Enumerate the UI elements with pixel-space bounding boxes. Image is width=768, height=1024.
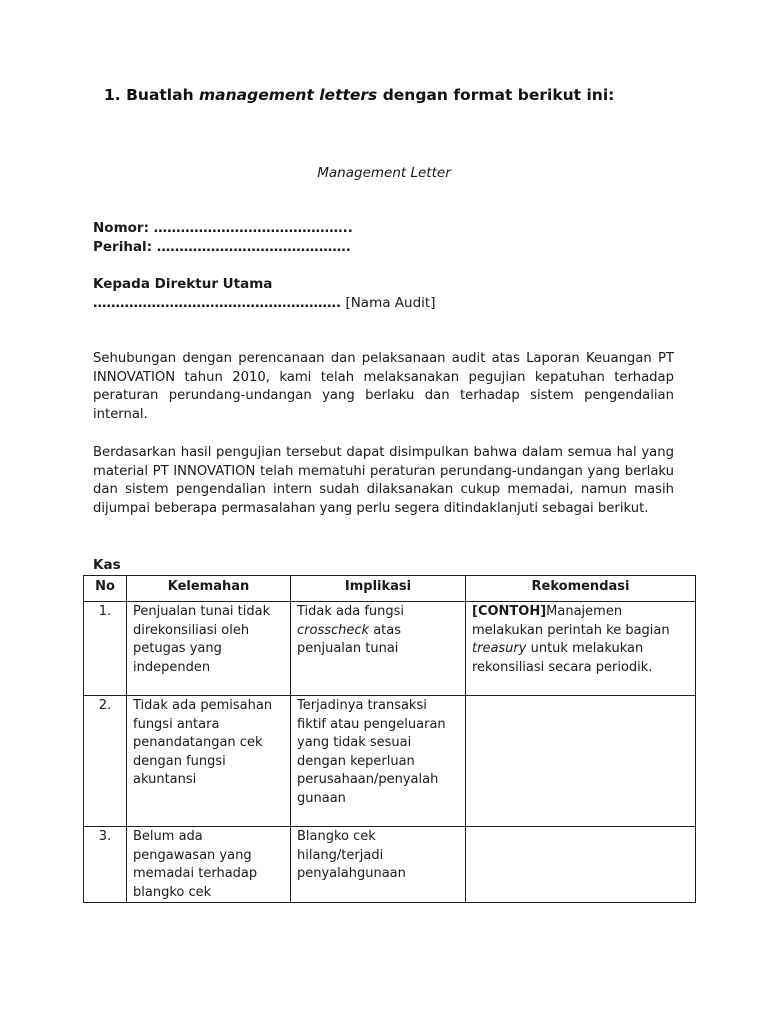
findings-table bbox=[83, 575, 696, 903]
table-row bbox=[84, 602, 696, 696]
recommendation-cell bbox=[466, 602, 696, 696]
table-header-row bbox=[84, 576, 696, 602]
implication-cell: Terjadinya transaksi fiktif atau pengeluaran yang tidak sesuai dengan keperluan perusahaan/penyalah gunaan bbox=[291, 696, 466, 827]
recommendation-italic: treasury bbox=[472, 641, 527, 657]
row-number: 2. bbox=[84, 696, 127, 827]
perihal-field: Perihal: ……………………………………. bbox=[93, 239, 351, 255]
recommendation-text-end: untuk melakukan rekonsiliasi secara periodik. bbox=[472, 641, 653, 675]
weakness-cell: Penjualan tunai tidak direkonsiliasi oleh petugas yang independen bbox=[127, 602, 291, 696]
implication-cell bbox=[291, 602, 466, 696]
row-number: 3. bbox=[84, 827, 127, 903]
section-label: Kas bbox=[93, 557, 121, 573]
header-implikasi: Implikasi bbox=[291, 576, 466, 602]
nomor-field: Nomor: …………………………………….. bbox=[93, 220, 353, 236]
heading-suffix: dengan format berikut ini: bbox=[382, 86, 615, 104]
example-tag: [CONTOH] bbox=[472, 604, 547, 619]
recommendation-cell bbox=[466, 696, 696, 827]
heading-number: 1. bbox=[104, 86, 121, 104]
recipient-name-hint: [Nama Audit] bbox=[345, 295, 436, 311]
weakness-cell: Tidak ada pemisahan fungsi antara penandatangan cek dengan fungsi akuntansi bbox=[127, 696, 291, 827]
heading-prefix: Buatlah bbox=[126, 86, 194, 104]
heading-italic: management letters bbox=[199, 86, 378, 104]
weakness-cell: Belum ada pengawasan yang memadai terhadap blangko cek bbox=[127, 827, 291, 903]
recipient-line bbox=[93, 295, 435, 311]
implication-text-end: atas penjualan tunai bbox=[297, 622, 402, 657]
paragraph-intro: Sehubungan dengan perencanaan dan pelaksanaan audit atas Laporan Keuangan PT INNOVATION tahun 2010, kami telah melaksanakan pegujian kepatuhan terhadap peraturan perundang-undangan yang berlaku dan terhadap sistem pengendalian internal. bbox=[93, 351, 674, 422]
recommendation-cell bbox=[466, 827, 696, 903]
table-row bbox=[84, 696, 696, 827]
assignment-heading bbox=[104, 86, 614, 104]
implication-italic: crosscheck bbox=[297, 622, 370, 638]
implication-text: Tidak ada fungsi bbox=[297, 604, 405, 619]
header-kelemahan: Kelemahan bbox=[127, 576, 291, 602]
recipient-title: Kepada Direktur Utama bbox=[93, 276, 273, 292]
header-rekomendasi: Rekomendasi bbox=[466, 576, 696, 602]
row-number: 1. bbox=[84, 602, 127, 696]
paragraph-conclusion: Berdasarkan hasil pengujian tersebut dapat disimpulkan bahwa dalam semua hal yang material PT INNOVATION telah mematuhi peraturan perundang-undangan yang berlaku dan sistem pengendalian intern sudah dilaksanakan cukup memadai, namun masih dijumpai beberapa permasalahan yang perlu segera ditindaklanjuti sebagai berikut. bbox=[93, 445, 674, 516]
document-title: Management Letter bbox=[317, 165, 451, 181]
recipient-dots: ………………………………………………. bbox=[93, 295, 342, 311]
table-row bbox=[84, 827, 696, 903]
header-no: No bbox=[84, 576, 127, 602]
implication-cell: Blangko cek hilang/terjadi penyalahgunaan bbox=[291, 827, 466, 903]
recommendation-text: Manajemen melakukan perintah ke bagian bbox=[472, 604, 670, 638]
